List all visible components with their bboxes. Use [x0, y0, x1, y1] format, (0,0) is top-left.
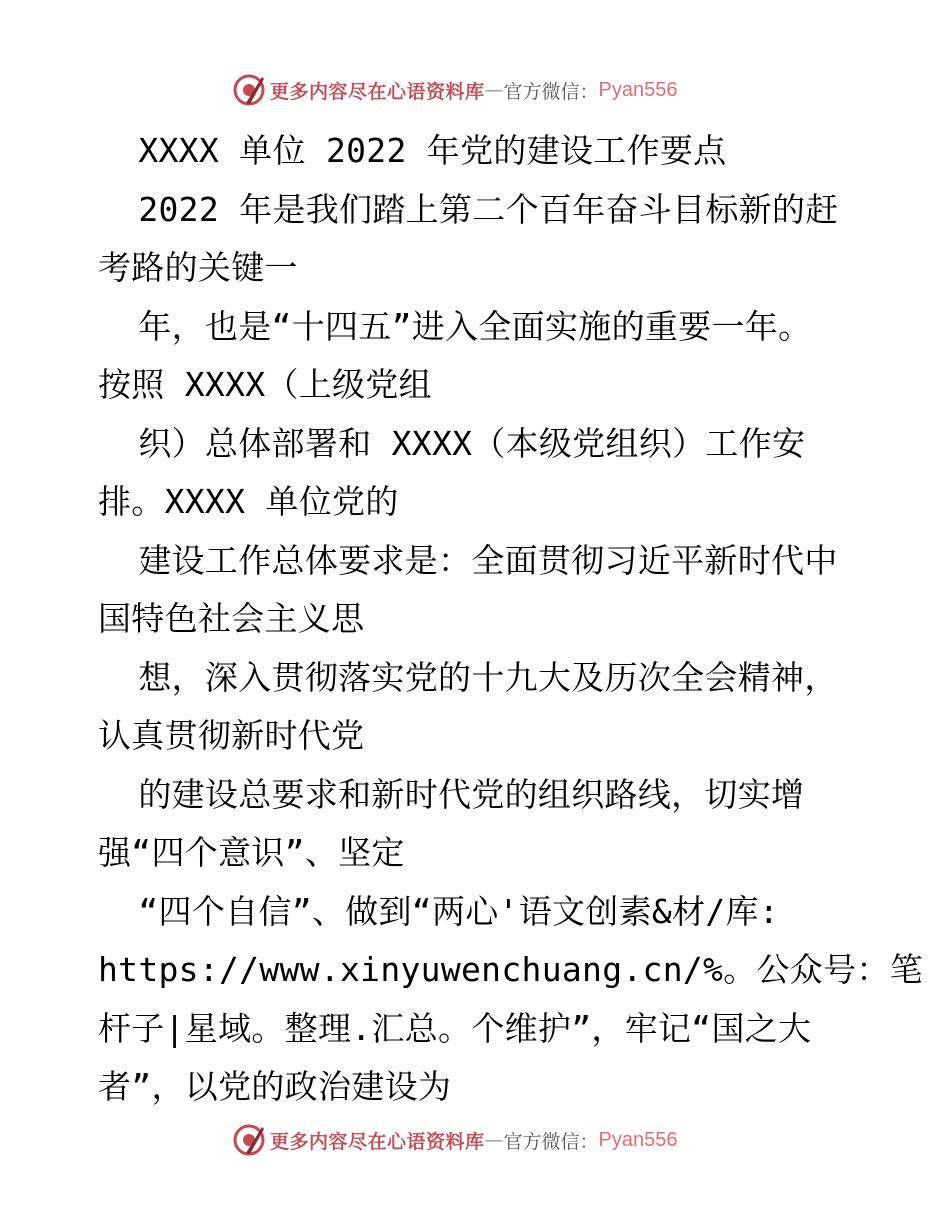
header-banner — [232, 72, 678, 108]
text-line: 2022 年是我们踏上第二个百年奋斗目标新的赶 — [98, 189, 839, 229]
text-line: 强“四个意识”、坚定 — [98, 833, 405, 872]
banner-separator: — — [484, 1129, 504, 1151]
text-line: https://www.xinyuwenchuang.cn/%。公众号：笔 — [98, 950, 923, 989]
banner-wechat-id: Pyan556 — [598, 78, 678, 101]
text-line: 织）总体部署和 XXXX（本级党组织）工作安 — [98, 423, 806, 463]
text-line: 杆子|星域。整理.汇总。个维护”，牢记“国之大 — [98, 1008, 812, 1048]
text-line: 排。XXXX 单位党的 — [98, 482, 399, 521]
document-title: XXXX 单位 2022 年党的建设工作要点 — [98, 131, 727, 170]
document-body — [98, 122, 923, 1117]
text-line: 想，深入贯彻落实党的十九大及历次全会精神， — [98, 657, 838, 697]
text-line: 建设工作总体要求是：全面贯彻习近平新时代中 — [98, 540, 838, 580]
pen-circle-logo-icon — [232, 1123, 266, 1157]
banner-official-label: 官方微信： — [503, 80, 599, 103]
text-line: 考路的关键一 — [98, 248, 298, 287]
banner-separator: — — [484, 79, 504, 101]
text-line: 年，也是“十四五”进入全面实施的重要一年。 — [98, 306, 812, 346]
footer-banner — [232, 1122, 678, 1158]
banner-text: 更多内容尽在心语资料库 — [270, 1130, 485, 1153]
text-line: 按照 XXXX（上级党组 — [98, 365, 432, 404]
text-line: “四个自信”、做到“两心'语文创素&材/库: — [98, 891, 780, 931]
text-line: 认真贯彻新时代党 — [98, 716, 365, 755]
text-line: 的建设总要求和新时代党的组织路线，切实增 — [98, 774, 805, 814]
pen-circle-logo-icon — [232, 73, 266, 107]
banner-text: 更多内容尽在心语资料库 — [270, 80, 485, 103]
text-line: 国特色社会主义思 — [98, 599, 365, 638]
text-line: 者”，以党的政治建设为 — [98, 1067, 452, 1106]
banner-wechat-id: Pyan556 — [598, 1128, 678, 1151]
banner-official-label: 官方微信： — [503, 1130, 599, 1153]
